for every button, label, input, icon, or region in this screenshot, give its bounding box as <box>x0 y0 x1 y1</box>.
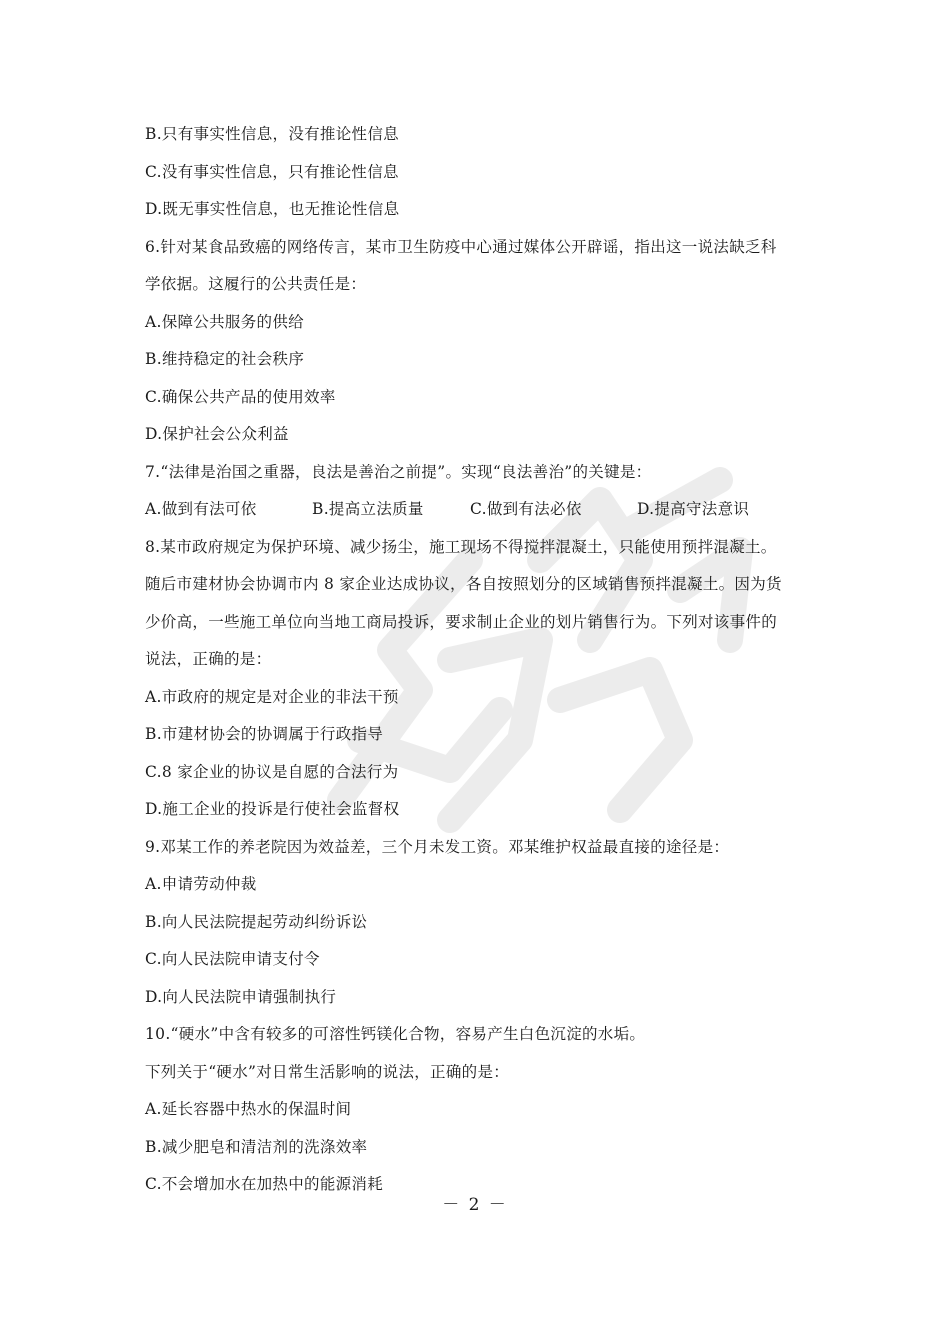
text-line: C.确保公共产品的使用效率 <box>145 387 336 406</box>
question-10-line-2: 下列关于“硬水”对日常生活影响的说法，正确的是： <box>145 1062 510 1081</box>
question-10-line-1: 10.“硬水”中含有较多的可溶性钙镁化合物，容易产生白色沉淀的水垢。 <box>145 1025 646 1043</box>
option-b: B.提高立法质量 <box>312 500 424 518</box>
text-line: B.维持稳定的社会秩序 <box>145 350 305 368</box>
page-number: － 2 － <box>442 1195 508 1215</box>
text-line: C.没有事实性信息，只有推论性信息 <box>145 162 399 181</box>
text-line: A.保障公共服务的供给 <box>145 312 304 331</box>
text-line: B.向人民法院提起劳动纠纷诉讼 <box>145 912 368 931</box>
document-body <box>145 116 815 1204</box>
question-8-line-3: 少价高，一些施工单位向当地工商局投诉，要求制止企业的划片销售行为。下列对该事件的 <box>145 612 778 631</box>
text-line: B.减少肥皂和清洁剂的洗涤效率 <box>145 1137 368 1156</box>
option-c: C.做到有法必依 <box>470 500 582 518</box>
question-6-line-2: 学依据。这履行的公共责任是： <box>145 275 367 293</box>
question-9-stem: 9.邓某工作的养老院因为效益差，三个月未发工资。邓某维护权益最直接的途径是： <box>145 837 730 856</box>
question-7-stem: 7.“法律是治国之重器，良法是善治之前提”。实现“良法善治”的关键是： <box>145 462 652 481</box>
question-7-options <box>145 491 815 529</box>
option-a: A.做到有法可依 <box>145 500 257 518</box>
question-8-line-1: 8.某市政府规定为保护环境、减少扬尘，施工现场不得搅拌混凝土，只能使用预拌混凝土。 <box>145 537 777 556</box>
option-d: D.提高守法意识 <box>637 500 750 518</box>
text-line: D.施工企业的投诉是行使社会监督权 <box>145 800 400 818</box>
text-line: C.不会增加水在加热中的能源消耗 <box>145 1175 384 1193</box>
text-line: A.申请劳动仲裁 <box>145 875 257 893</box>
question-8-line-2: 随后市建材协会协调市内 8 家企业达成协议，各自按照划分的区域销售预拌混凝土。因为货 <box>145 575 782 593</box>
text-line: C.8 家企业的协议是自愿的合法行为 <box>145 762 399 781</box>
text-line: D.既无事实性信息，也无推论性信息 <box>145 200 400 218</box>
question-6-line-1: 6.针对某食品致癌的网络传言，某市卫生防疫中心通过媒体公开辟谣，指出这一说法缺乏科 <box>145 237 777 256</box>
text-line: D.向人民法院申请强制执行 <box>145 987 337 1006</box>
text-line: B.市建材协会的协调属于行政指导 <box>145 725 384 743</box>
text-line: D.保护社会公众利益 <box>145 425 289 443</box>
text-line: A.延长容器中热水的保温时间 <box>145 1100 352 1118</box>
text-line: A.市政府的规定是对企业的非法干预 <box>145 687 399 706</box>
text-line: C.向人民法院申请支付令 <box>145 950 320 968</box>
text-line: B.只有事实性信息，没有推论性信息 <box>145 125 399 143</box>
question-8-line-4: 说法，正确的是： <box>145 650 272 668</box>
